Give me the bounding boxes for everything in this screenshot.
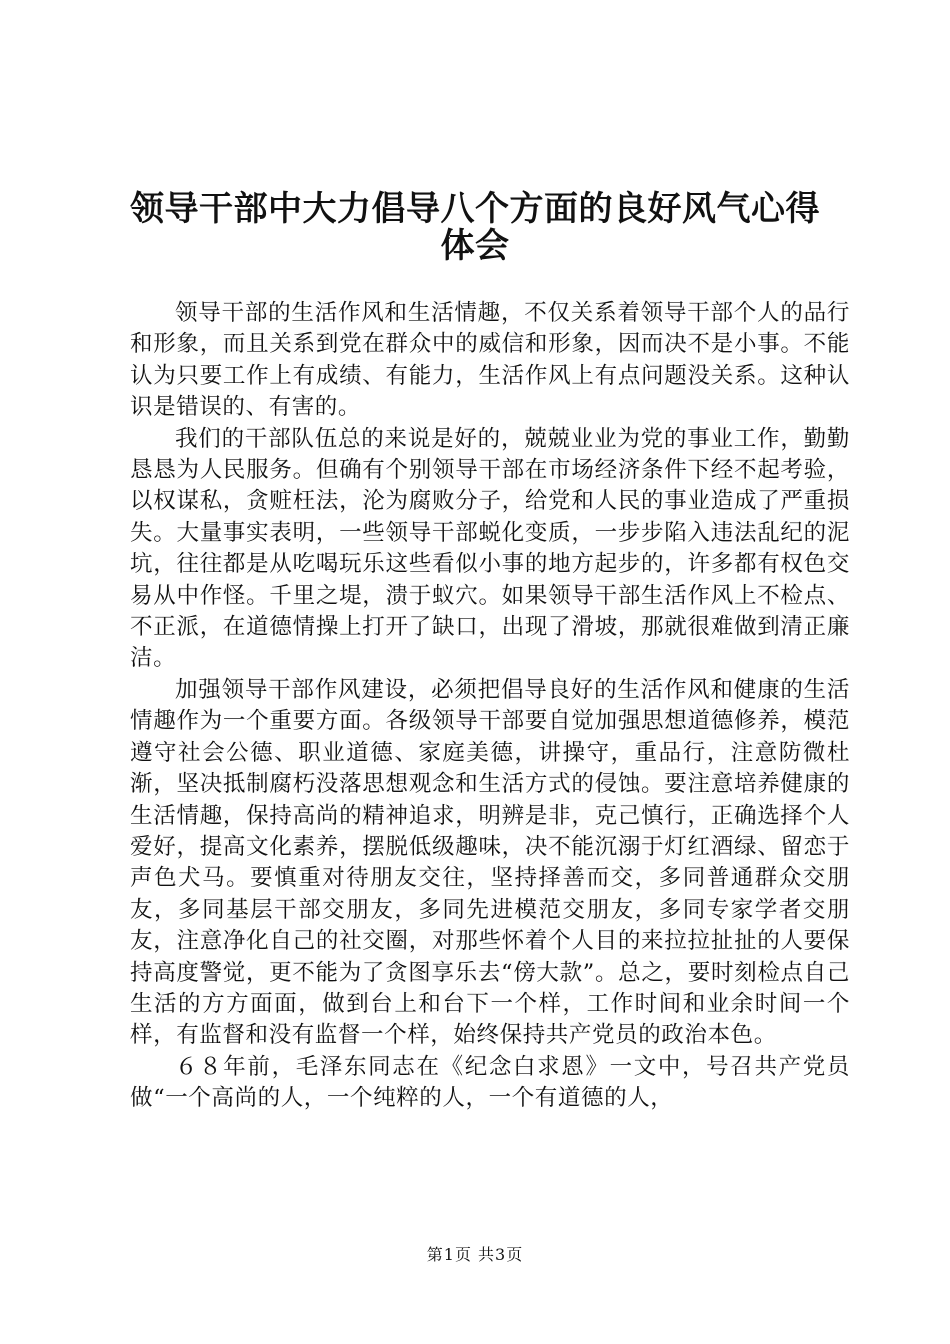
document-body	[130, 298, 850, 1115]
page-footer: 第1页 共3页	[426, 1245, 524, 1264]
document-title-line-2: 体会	[440, 226, 510, 266]
paragraph: 我们的干部队伍总的来说是好的，兢兢业业为党的事业工作，勤勤恳恳为人民服务。但确有个别领导干部在市场经济条件下经不起考验，以权谋私，贪赃枉法，沦为腐败分子，给党和人民的事业造成了严重损失。大量事实表明，一些领导干部蜕化变质，一步步陷入违法乱纪的泥坑，往往都是从吃喝玩乐这些看似小事的地方起步的，许多都有权色交易从中作怪。千里之堤，溃于蚁穴。如果领导干部生活作风上不检点、不正派，在道德情操上打开了缺口，出现了滑坡，那就很难做到清正廉洁。	[130, 425, 850, 672]
document-title-line-1: 领导干部中大力倡导八个方面的良好风气心得	[130, 189, 820, 229]
paragraph: ６８年前，毛泽东同志在《纪念白求恩》一文中，号召共产党员做“一个高尚的人，一个纯粹的人，一个有道德的人，	[130, 1053, 850, 1112]
paragraph: 加强领导干部作风建设，必须把倡导良好的生活作风和健康的生活情趣作为一个重要方面。各级领导干部要自觉加强思想道德修养，模范遵守社会公德、职业道德、家庭美德，讲操守，重品行，注意防微杜渐，坚决抵制腐朽没落思想观念和生活方式的侵蚀。要注意培养健康的生活情趣，保持高尚的精神追求，明辨是非，克己慎行，正确选择个人爱好，提高文化素养，摆脱低级趣味，决不能沉溺于灯红酒绿、留恋于声色犬马。要慎重对待朋友交往，坚持择善而交，多同普通群众交朋友，多同基层干部交朋友，多同先进模范交朋友，多同专家学者交朋友，注意净化自己的社交圈，对那些怀着个人目的来拉拉扯扯的人要保持高度警觉，更不能为了贪图享乐去“傍大款”。总之，要时刻检点自己生活的方方面面，做到台上和台下一个样，工作时间和业余时间一个样，有监督和没有监督一个样，始终保持共产党员的政治本色。	[130, 676, 850, 1049]
paragraph: 领导干部的生活作风和生活情趣，不仅关系着领导干部个人的品行和形象，而且关系到党在群众中的威信和形象，因而决不是小事。不能认为只要工作上有成绩、有能力，生活作风上有点问题没关系。这种认识是错误的、有害的。	[130, 300, 850, 421]
